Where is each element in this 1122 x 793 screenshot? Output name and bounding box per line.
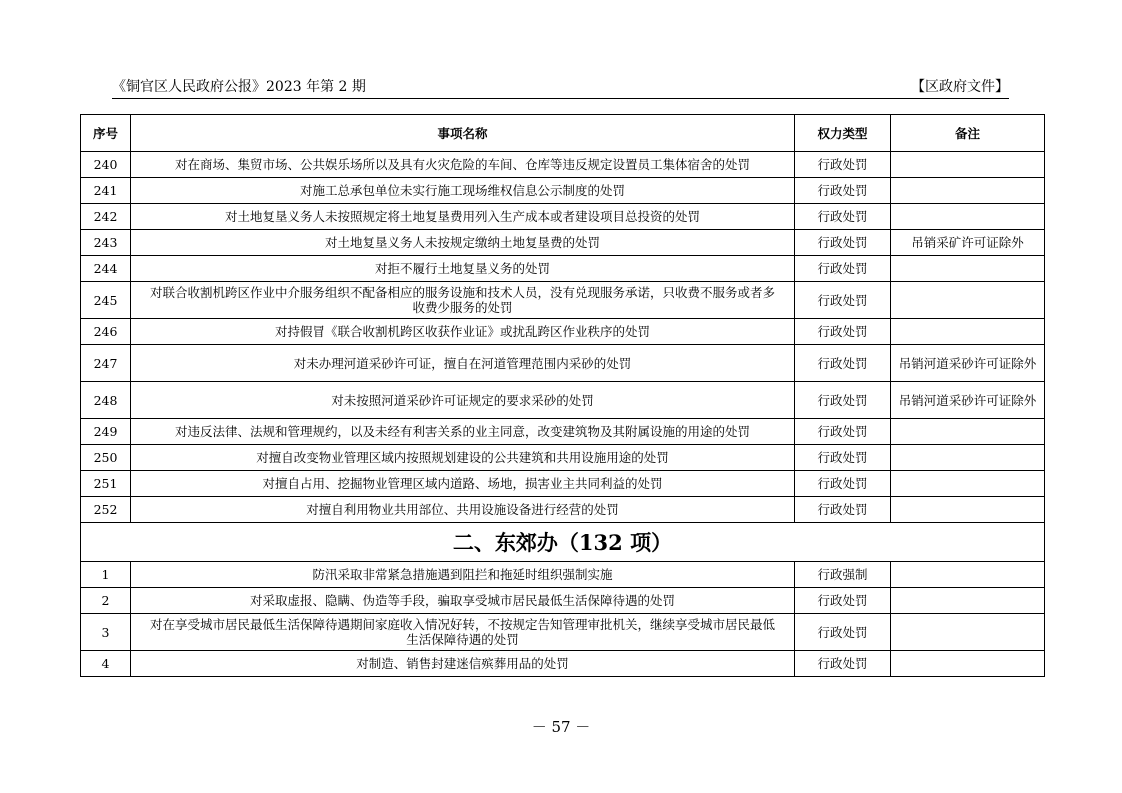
cell-note <box>891 152 1045 178</box>
table-row <box>81 178 1045 204</box>
cell-note <box>891 319 1045 345</box>
cell-type: 行政处罚 <box>795 256 891 282</box>
table-row <box>81 651 1045 677</box>
table-row <box>81 382 1045 419</box>
cell-name: 对土地复垦义务人未按照规定将土地复垦费用列入生产成本或者建设项目总投资的处罚 <box>131 204 795 230</box>
cell-name: 对土地复垦义务人未按规定缴纳土地复垦费的处罚 <box>131 230 795 256</box>
cell-note <box>891 562 1045 588</box>
cell-no: 247 <box>81 345 131 382</box>
cell-note <box>891 419 1045 445</box>
cell-name: 对未按照河道采砂许可证规定的要求采砂的处罚 <box>131 382 795 419</box>
cell-name: 对擅自占用、挖掘物业管理区域内道路、场地，损害业主共同利益的处罚 <box>131 471 795 497</box>
cell-no: 241 <box>81 178 131 204</box>
cell-note <box>891 651 1045 677</box>
cell-note: 吊销采矿许可证除外 <box>891 230 1045 256</box>
cell-name: 对违反法律、法规和管理规约，以及未经有利害关系的业主同意，改变建筑物及其附属设施的用途的处罚 <box>131 419 795 445</box>
cell-no: 244 <box>81 256 131 282</box>
cell-no: 245 <box>81 282 131 319</box>
table-row <box>81 230 1045 256</box>
cell-type: 行政处罚 <box>795 178 891 204</box>
cell-type: 行政处罚 <box>795 471 891 497</box>
table-row <box>81 562 1045 588</box>
table-row <box>81 345 1045 382</box>
cell-name: 对拒不履行土地复垦义务的处罚 <box>131 256 795 282</box>
cell-no: 3 <box>81 614 131 651</box>
cell-type: 行政处罚 <box>795 588 891 614</box>
cell-name: 对在商场、集贸市场、公共娱乐场所以及具有火灾危险的车间、仓库等违反规定设置员工集体宿舍的处罚 <box>131 152 795 178</box>
cell-no: 252 <box>81 497 131 523</box>
cell-note: 吊销河道采砂许可证除外 <box>891 345 1045 382</box>
cell-name: 对联合收割机跨区作业中介服务组织不配备相应的服务设施和技术人员，没有兑现服务承诺，只收费不服务或者多收费少服务的处罚 <box>131 282 795 319</box>
cell-name: 对持假冒《联合收割机跨区收获作业证》或扰乱跨区作业秩序的处罚 <box>131 319 795 345</box>
col-header-note: 备注 <box>891 115 1045 152</box>
cell-note <box>891 614 1045 651</box>
cell-type: 行政处罚 <box>795 345 891 382</box>
col-header-name: 事项名称 <box>131 115 795 152</box>
cell-note <box>891 497 1045 523</box>
table-row <box>81 204 1045 230</box>
cell-name: 对采取虚报、隐瞒、伪造等手段，骗取享受城市居民最低生活保障待遇的处罚 <box>131 588 795 614</box>
cell-name: 对未办理河道采砂许可证，擅自在河道管理范围内采砂的处罚 <box>131 345 795 382</box>
col-header-no: 序号 <box>81 115 131 152</box>
cell-type: 行政处罚 <box>795 382 891 419</box>
page-header <box>112 74 1009 99</box>
cell-name: 对擅自改变物业管理区域内按照规划建设的公共建筑和共用设施用途的处罚 <box>131 445 795 471</box>
table-row <box>81 497 1045 523</box>
cell-name: 对施工总承包单位未实行施工现场维权信息公示制度的处罚 <box>131 178 795 204</box>
section-tag: 【区政府文件】 <box>911 79 1009 95</box>
cell-no: 248 <box>81 382 131 419</box>
cell-note <box>891 471 1045 497</box>
cell-type: 行政处罚 <box>795 651 891 677</box>
cell-note <box>891 204 1045 230</box>
cell-type: 行政处罚 <box>795 497 891 523</box>
page-number: － 57 － <box>531 718 591 736</box>
table-row <box>81 282 1045 319</box>
table-row <box>81 319 1045 345</box>
table-row <box>81 445 1045 471</box>
cell-name: 对在享受城市居民最低生活保障待遇期间家庭收入情况好转，不按规定告知管理审批机关，继续享受城市居民最低生活保障待遇的处罚 <box>131 614 795 651</box>
cell-note: 吊销河道采砂许可证除外 <box>891 382 1045 419</box>
cell-no: 242 <box>81 204 131 230</box>
cell-no: 4 <box>81 651 131 677</box>
table-row <box>81 152 1045 178</box>
cell-note <box>891 588 1045 614</box>
cell-no: 250 <box>81 445 131 471</box>
gazette-title: 《铜官区人民政府公报》2023 年第 2 期 <box>112 79 366 95</box>
section-row <box>81 523 1045 562</box>
table-row <box>81 614 1045 651</box>
cell-type: 行政强制 <box>795 562 891 588</box>
section-title: 二、东郊办（132 项） <box>81 523 1045 562</box>
cell-note <box>891 256 1045 282</box>
cell-note <box>891 445 1045 471</box>
table-row <box>81 256 1045 282</box>
cell-type: 行政处罚 <box>795 230 891 256</box>
cell-no: 2 <box>81 588 131 614</box>
cell-name: 对擅自利用物业共用部位、共用设施设备进行经营的处罚 <box>131 497 795 523</box>
col-header-type: 权力类型 <box>795 115 891 152</box>
power-list-table <box>80 114 1045 677</box>
table-row <box>81 471 1045 497</box>
cell-note <box>891 282 1045 319</box>
cell-no: 243 <box>81 230 131 256</box>
cell-no: 249 <box>81 419 131 445</box>
table-row <box>81 588 1045 614</box>
table-header-row <box>81 115 1045 152</box>
cell-type: 行政处罚 <box>795 614 891 651</box>
cell-no: 251 <box>81 471 131 497</box>
cell-name: 对制造、销售封建迷信殡葬用品的处罚 <box>131 651 795 677</box>
cell-no: 1 <box>81 562 131 588</box>
cell-type: 行政处罚 <box>795 445 891 471</box>
cell-no: 246 <box>81 319 131 345</box>
cell-type: 行政处罚 <box>795 282 891 319</box>
cell-type: 行政处罚 <box>795 204 891 230</box>
cell-note <box>891 178 1045 204</box>
cell-type: 行政处罚 <box>795 419 891 445</box>
cell-type: 行政处罚 <box>795 152 891 178</box>
table-row <box>81 419 1045 445</box>
cell-name: 防汛采取非常紧急措施遇到阻拦和拖延时组织强制实施 <box>131 562 795 588</box>
cell-type: 行政处罚 <box>795 319 891 345</box>
cell-no: 240 <box>81 152 131 178</box>
